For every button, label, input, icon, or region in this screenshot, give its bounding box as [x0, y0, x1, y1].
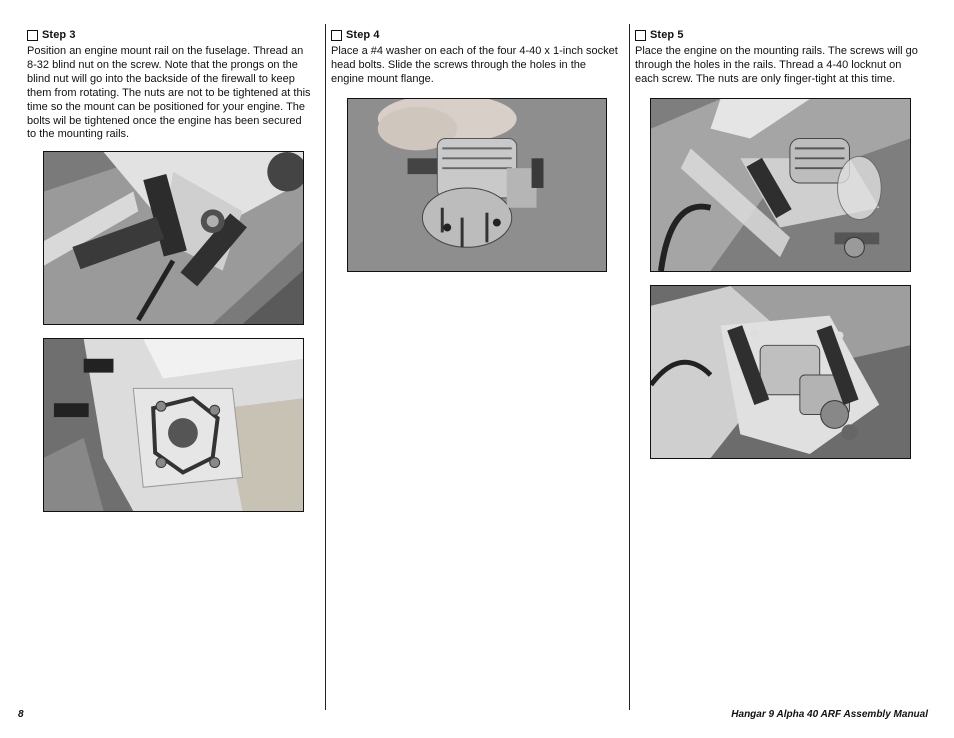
- step-4-section: [331, 28, 621, 87]
- step-4-checkbox[interactable]: [331, 30, 342, 41]
- step-4-title: Step 4: [346, 29, 380, 41]
- step-3-photo-mount-rails: [43, 151, 304, 325]
- step-3-photo-firewall-blind-nuts: [43, 338, 304, 512]
- step-5-checkbox[interactable]: [635, 30, 646, 41]
- step-4-heading: [331, 28, 621, 42]
- step-3-heading: [27, 28, 313, 42]
- step-3-text: Position an engine mount rail on the fuselage. Thread an 8-32 blind nut on the screw. Note that the prongs on the blind nut will go into the backside of the firewall to keep them from rotating. The nuts are not to be tightened at this time so the mount can be positioned for your engine. The bolts wil be tightened once the engine has been secured to the mounting rails.: [27, 45, 311, 141]
- step-3-checkbox[interactable]: [27, 30, 38, 41]
- step-5-photo-locknuts: [650, 285, 911, 459]
- step-5-title: Step 5: [650, 29, 684, 41]
- step-3-section: [27, 28, 313, 142]
- step-4-text: Place a #4 washer on each of the four 4-40 x 1-inch socket head bolts. Slide the screws through the holes in the engine mount flange.: [331, 45, 618, 85]
- column-divider-left: [325, 24, 326, 710]
- step-4-photo-engine-bolts: [347, 98, 607, 272]
- column-divider-right: [629, 24, 630, 710]
- step-5-section: [635, 28, 927, 87]
- step-5-photo-engine-on-rails: [650, 98, 911, 272]
- manual-title: Hangar 9 Alpha 40 ARF Assembly Manual: [731, 709, 928, 720]
- step-5-heading: [635, 28, 927, 42]
- step-3-title: Step 3: [42, 29, 76, 41]
- page-number: 8: [18, 709, 24, 720]
- step-5-text: Place the engine on the mounting rails. The screws will go through the holes in the rails. Thread a 4-40 locknut on each screw. The nuts are only finger-tight at this time.: [635, 45, 918, 85]
